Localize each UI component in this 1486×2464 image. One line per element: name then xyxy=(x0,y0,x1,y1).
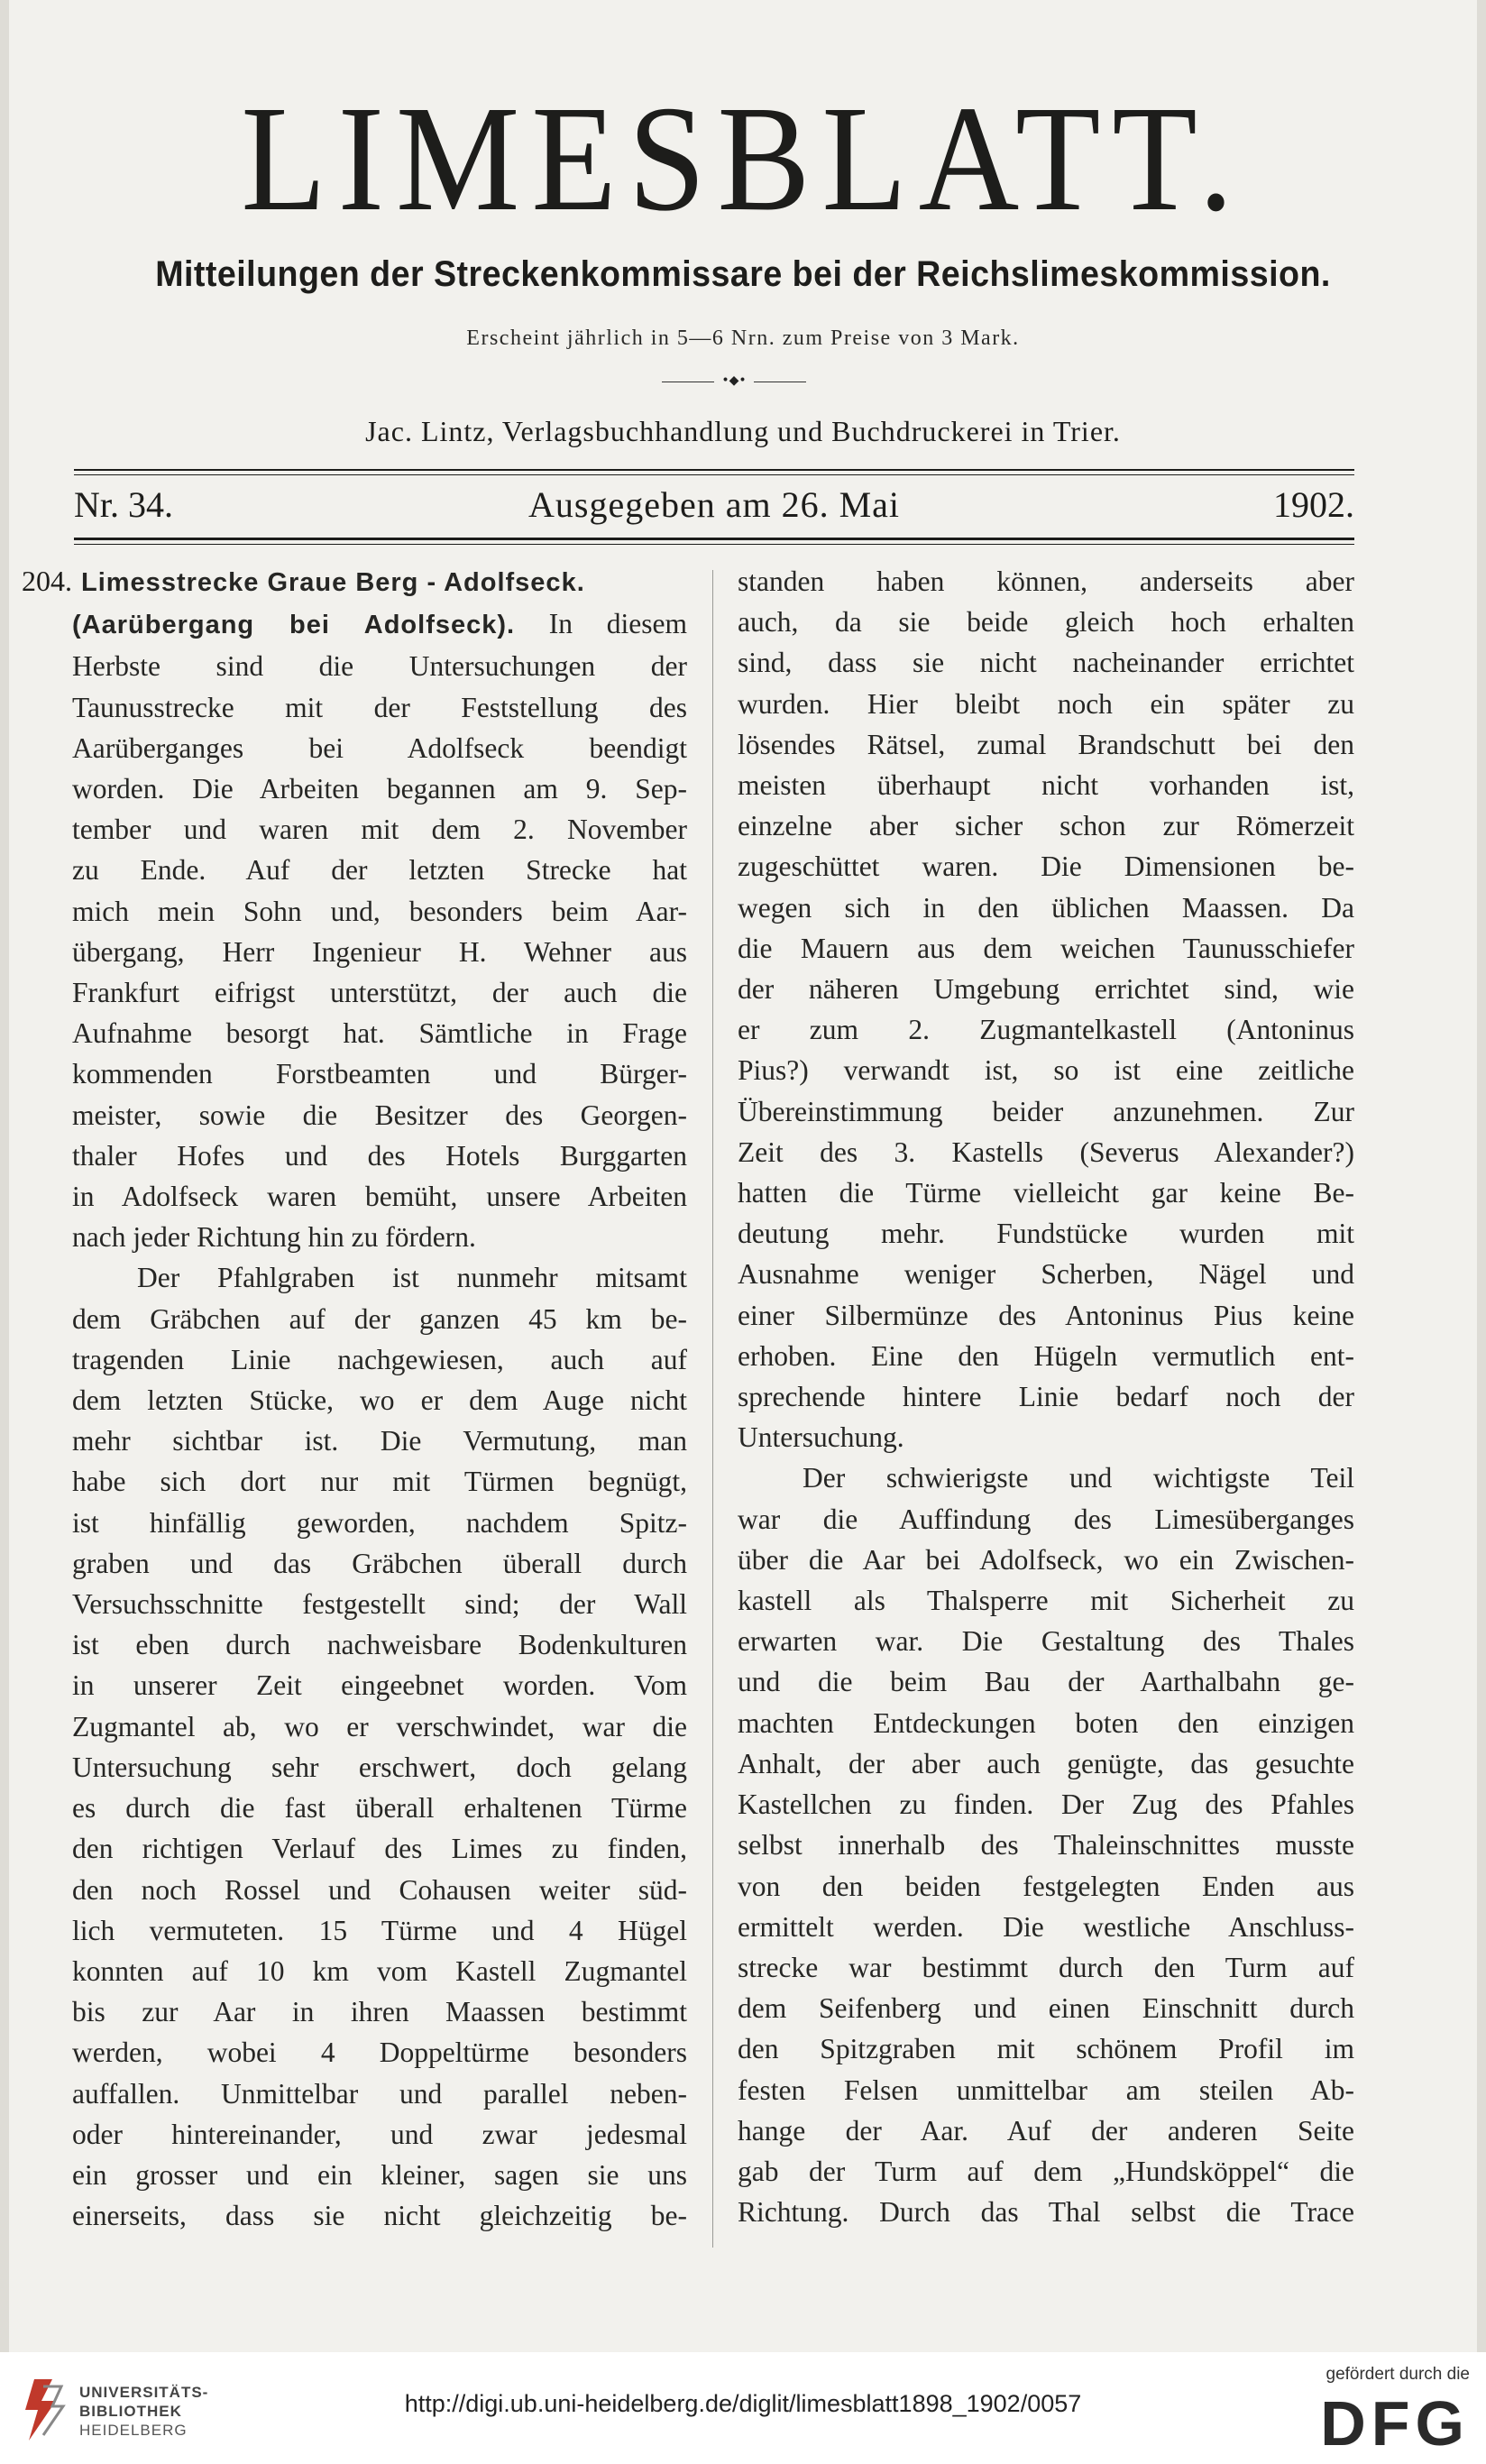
text-line: Aarüberganges bei Adolfseck beendigt xyxy=(72,731,687,764)
issue-date: Ausgegeben am 26. Mai xyxy=(527,484,900,525)
text-line: graben und das Gräbchen überall durch xyxy=(72,1547,687,1579)
text-line: erwarten war. Die Gestaltung des Thales xyxy=(738,1625,1354,1658)
text-line: Anhalt, der aber auch genügte, das gesuchte xyxy=(738,1747,1354,1779)
dfg-logo-icon: DFG xyxy=(1320,2388,1470,2459)
text-line: oder hintereinander, und zwar jedesmal xyxy=(72,2118,687,2150)
text-line: einerseits, dass sie nicht gleichzeitig be- xyxy=(72,2200,687,2232)
source-url-link[interactable]: http://digi.ub.uni-heidelberg.de/diglit/limesblatt1898_1902/0057 xyxy=(404,2390,1082,2417)
text-line: nach jeder Richtung hin zu fördern. xyxy=(72,1221,476,1254)
text-line: habe sich dort nur mit Türmen begnügt, xyxy=(72,1466,687,1498)
text-line: einzelne aber sicher schon zur Römerzeit xyxy=(738,810,1354,842)
issue-year: 1902. xyxy=(1273,484,1354,525)
text-line: deutung mehr. Fundstücke wurden mit xyxy=(738,1218,1354,1250)
text-line: Richtung. Durch das Thal selbst die Trace xyxy=(738,2196,1354,2229)
text-line: werden, wobei 4 Doppeltürme besonders xyxy=(72,2036,687,2069)
article-number: 204. xyxy=(22,565,72,597)
text-line: den Spitzgraben mit schönem Profil im xyxy=(738,2033,1354,2065)
text-line: in unserer Zeit eingeebnet worden. Vom xyxy=(72,1669,687,1702)
text-line: Pius?) verwandt ist, so ist eine zeitliche xyxy=(738,1054,1354,1087)
text-line: kastell als Thalsperre mit Sicherheit zu xyxy=(738,1585,1354,1617)
text-line: er zum 2. Zugmantelkastell (Antoninus xyxy=(738,1014,1354,1046)
library-name-line2: BIBLIOTHEK xyxy=(79,2403,182,2420)
text-line: Zugmantel ab, wo er verschwindet, war die xyxy=(72,1710,687,1742)
text-line: übergang, Herr Ingenieur H. Wehner aus xyxy=(72,935,687,968)
text-line: meisten überhaupt nicht vorhanden ist, xyxy=(738,769,1354,802)
text-line: die Mauern aus dem weichen Taunusschiefer xyxy=(738,932,1354,964)
text-line: standen haben können, anderseits aber xyxy=(738,565,1354,597)
text-line: Untersuchung. xyxy=(738,1421,904,1454)
text-line: auch, da sie beide gleich hoch erhalten xyxy=(738,606,1354,639)
library-name-line1: UNIVERSITÄTS- xyxy=(79,2384,209,2401)
text-line: tragenden Linie nachgewiesen, auch auf xyxy=(72,1343,687,1375)
text-line: gab der Turm auf dem „Hundsköppel“ die xyxy=(738,2155,1354,2187)
text-line: bis zur Aar in ihren Maassen bestimmt xyxy=(72,1996,687,2028)
issue-number: Nr. 34. xyxy=(74,484,173,525)
text-line: ermittelt werden. Die westliche Anschluss- xyxy=(738,1910,1354,1943)
text-line: wegen sich in den üblichen Maassen. Da xyxy=(738,891,1354,924)
text-line: ist hinfällig geworden, nachdem Spitz- xyxy=(72,1506,687,1539)
footer-bar xyxy=(0,2352,1486,2464)
text-line: ein grosser und ein kleiner, sagen sie uns xyxy=(72,2158,687,2191)
text-line: sprechende hintere Linie bedarf noch der xyxy=(738,1381,1354,1413)
text-line: zu Ende. Auf der letzten Strecke hat xyxy=(72,854,687,887)
text-line: den noch Rossel und Cohausen weiter süd- xyxy=(72,1873,687,1906)
text-line: mehr sichtbar ist. Die Vermutung, man xyxy=(72,1425,687,1457)
text-line: auffallen. Unmittelbar und parallel neben- xyxy=(72,2077,687,2110)
text-line: wurden. Hier bleibt noch ein später zu xyxy=(738,687,1354,720)
text-line: es durch die fast überall erhaltenen Türme xyxy=(72,1792,687,1825)
text-line: mich mein Sohn und, besonders beim Aar- xyxy=(72,895,687,927)
text-line: (Aarübergang bei Adolfseck). In diesem xyxy=(72,608,687,640)
ornament-divider xyxy=(662,373,806,391)
text-line: war die Auffindung des Limesüberganges xyxy=(738,1503,1354,1535)
text-line: Der Pfahlgraben ist nunmehr mitsamt xyxy=(137,1262,687,1294)
text-line: tember und waren mit dem 2. November xyxy=(72,814,687,846)
text-line: Limesstrecke Graue Berg - Adolfseck. xyxy=(81,568,585,597)
text-line: machten Entdeckungen boten den einzigen xyxy=(738,1706,1354,1739)
text-line: strecke war bestimmt durch den Turm auf xyxy=(738,1951,1354,1983)
publisher-line: Jac. Lintz, Verlagsbuchhandlung und Buchdruckerei in Trier. xyxy=(365,415,1121,447)
text-line: worden. Die Arbeiten begannen am 9. Sep- xyxy=(72,773,687,805)
text-line: hatten die Türme vielleicht gar keine Be- xyxy=(738,1177,1354,1209)
text-line: Aufnahme besorgt hat. Sämtliche in Frage xyxy=(72,1017,687,1050)
text-line: sind, dass sie nicht nacheinander errichtet xyxy=(738,647,1354,679)
column-divider xyxy=(712,570,713,2248)
bottom-rule-thin xyxy=(74,544,1354,545)
text-line: Kastellchen zu finden. Der Zug des Pfahles xyxy=(738,1788,1354,1821)
text-line: einer Silbermünze des Antoninus Pius keine xyxy=(738,1299,1354,1331)
text-line: ist eben durch nachweisbare Bodenkulturen xyxy=(72,1629,687,1661)
text-line: Der schwierigste und wichtigste Teil xyxy=(803,1462,1354,1494)
funding-note: gefördert durch die xyxy=(1325,2365,1470,2384)
text-line: in Adolfseck waren bemüht, unsere Arbeiten xyxy=(72,1181,687,1213)
text-line: konnten auf 10 km vom Kastell Zugmantel xyxy=(72,1954,687,1987)
masthead-subtitle: Mitteilungen der Streckenkommissare bei der Reichslimeskommission. xyxy=(155,254,1331,294)
text-line: zugeschüttet waren. Die Dimensionen be- xyxy=(738,850,1354,883)
text-line: Herbste sind die Untersuchungen der xyxy=(72,650,687,683)
text-line: über die Aar bei Adolfseck, wo ein Zwischen- xyxy=(738,1543,1354,1576)
masthead-title: LIMESBLATT. xyxy=(241,75,1245,243)
text-line: Übereinstimmung beider anzunehmen. Zur xyxy=(738,1095,1354,1127)
text-line: den richtigen Verlauf des Limes zu finden, xyxy=(72,1833,687,1865)
text-line: hange der Aar. Auf der anderen Seite xyxy=(738,2114,1354,2147)
text-line: lich vermuteten. 15 Türme und 4 Hügel xyxy=(72,1914,687,1946)
top-rule xyxy=(74,469,1354,471)
text-line: Taunusstrecke mit der Feststellung des xyxy=(72,691,687,723)
text-line: der näheren Umgebung errichtet sind, wie xyxy=(738,973,1354,1006)
text-line: erhoben. Eine den Hügeln vermutlich ent- xyxy=(738,1339,1354,1372)
publication-frequency: Erscheint jährlich in 5—6 Nrn. zum Preise von 3 Mark. xyxy=(466,326,1020,350)
top-rule-thin xyxy=(74,474,1354,475)
bottom-rule xyxy=(74,538,1354,540)
text-line: dem letzten Stücke, wo er dem Auge nicht xyxy=(72,1384,687,1417)
issue-line xyxy=(74,483,1354,534)
text-line: selbst innerhalb des Thaleinschnittes musste xyxy=(738,1829,1354,1862)
text-line: Frankfurt eifrigst unterstützt, der auch die xyxy=(72,977,687,1009)
text-line: festen Felsen unmittelbar am steilen Ab- xyxy=(738,2073,1354,2106)
text-line: thaler Hofes und des Hotels Burggarten xyxy=(72,1139,687,1172)
text-line: Untersuchung sehr erschwert, doch gelang xyxy=(72,1751,687,1783)
text-line: Ausnahme weniger Scherben, Nägel und xyxy=(738,1258,1354,1291)
right-column xyxy=(738,561,1354,2232)
ornament-glyph: •◆• xyxy=(721,373,747,388)
text-line: kommenden Forstbeamten und Bürger- xyxy=(72,1058,687,1090)
text-line: dem Seifenberg und einen Einschnitt durch xyxy=(738,1992,1354,2025)
text-line: lösendes Rätsel, zumal Brandschutt bei den xyxy=(738,728,1354,760)
left-column xyxy=(72,561,687,2236)
text-line: und die beim Bau der Aarthalbahn ge- xyxy=(738,1666,1354,1698)
text-line: Zeit des 3. Kastells (Severus Alexander?) xyxy=(738,1135,1354,1168)
text-line: meister, sowie die Besitzer des Georgen- xyxy=(72,1099,687,1131)
text-line: dem Gräbchen auf der ganzen 45 km be- xyxy=(72,1302,687,1335)
text-line: Versuchsschnitte festgestellt sind; der Wall xyxy=(72,1588,687,1621)
text-line: von den beiden festgelegten Enden aus xyxy=(738,1870,1354,1902)
library-name-line3: HEIDELBERG xyxy=(79,2422,188,2439)
